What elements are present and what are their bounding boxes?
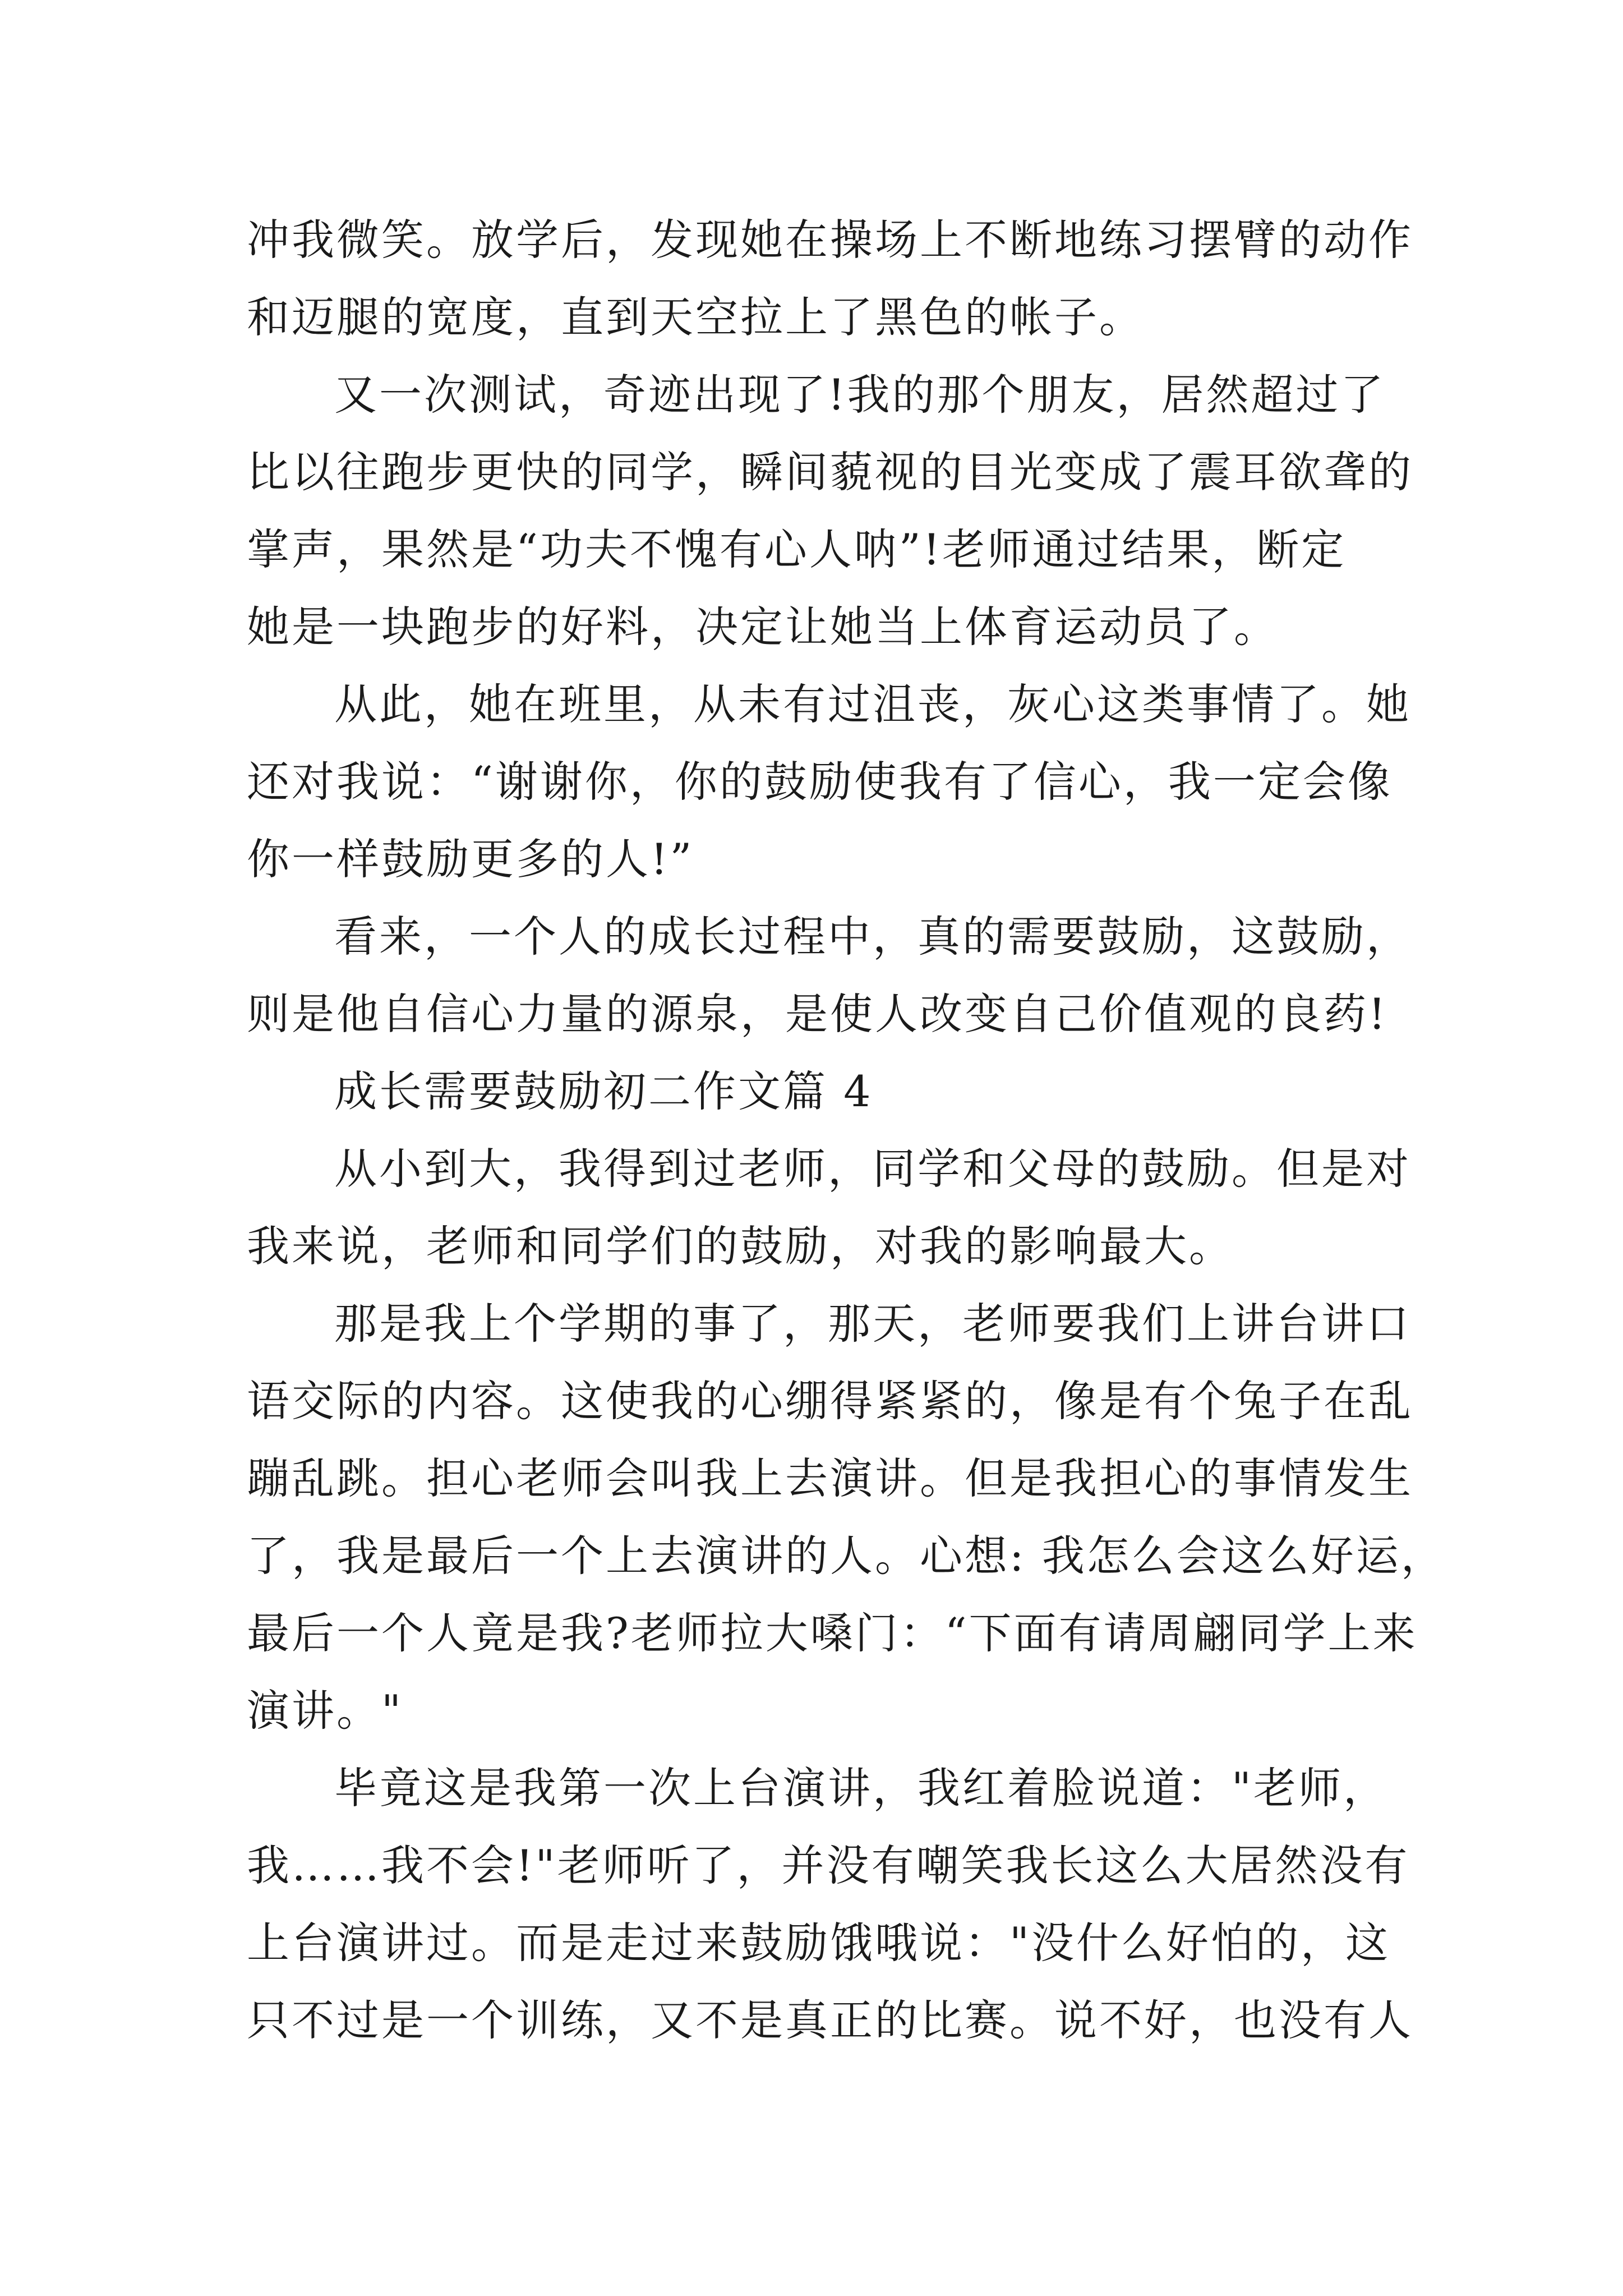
text-line: 演讲。" <box>247 1686 403 1736</box>
paragraph-start-line: 毕竟这是我第一次上台演讲，我红着脸说道："老师， <box>334 1763 1388 1813</box>
text-line: 和迈腿的宽度，直到天空拉上了黑色的帐子。 <box>247 292 1144 342</box>
text-line: 冲我微笑。放学后，发现她在操场上不断地练习摆臂的动作 <box>247 215 1413 265</box>
text-line: 最后一个人竟是我?老师拉大嗓门：“下面有请周翩同学上来 <box>247 1608 1418 1658</box>
text-line: 掌声，果然是“功夫不愧有心人呐”!老师通过结果，断定 <box>247 524 1347 574</box>
paragraph-start-line: 那是我上个学期的事了，那天，老师要我们上讲台讲口 <box>334 1299 1411 1349</box>
text-line: 还对我说：“谢谢你，你的鼓励使我有了信心，我一定会像 <box>247 757 1393 807</box>
paragraph-start-line: 又一次测试，奇迹出现了!我的那个朋友，居然超过了 <box>334 370 1386 420</box>
text-line: 蹦乱跳。担心老师会叫我上去演讲。但是我担心的事情发生 <box>247 1453 1413 1503</box>
text-line: 我……我不会!"老师听了，并没有嘲笑我长这么大居然没有 <box>247 1841 1410 1890</box>
section-heading: 成长需要鼓励初二作文篇 4 <box>334 1066 873 1116</box>
text-line: 上台演讲过。而是走过来鼓励饿哦说："没什么好怕的，这 <box>247 1918 1390 1968</box>
text-line: 了，我是最后一个上去演讲的人。心想: 我怎么会这么好运， <box>247 1531 1446 1581</box>
paragraph-start-line: 从此，她在班里，从未有过沮丧，灰心这类事情了。她 <box>334 679 1411 729</box>
text-line: 则是他自信心力量的源泉，是使人改变自己价值观的良药! <box>247 989 1388 1039</box>
text-line: 你一样鼓励更多的人!” <box>247 834 694 884</box>
text-line: 她是一块跑步的好料，决定让她当上体育运动员了。 <box>247 602 1279 652</box>
paragraph-start-line: 从小到大，我得到过老师，同学和父母的鼓励。但是对 <box>334 1144 1411 1194</box>
paragraph-start-line: 看来，一个人的成长过程中，真的需要鼓励，这鼓励， <box>334 912 1411 961</box>
text-line: 只不过是一个训练，又不是真正的比赛。说不好，也没有人 <box>247 1995 1413 2045</box>
text-line: 语交际的内容。这使我的心绷得紧紧的，像是有个兔子在乱 <box>247 1376 1413 1426</box>
text-line: 比以往跑步更快的同学，瞬间藐视的目光变成了震耳欲聋的 <box>247 447 1413 497</box>
text-line: 我来说，老师和同学们的鼓励，对我的影响最大。 <box>247 1221 1234 1271</box>
